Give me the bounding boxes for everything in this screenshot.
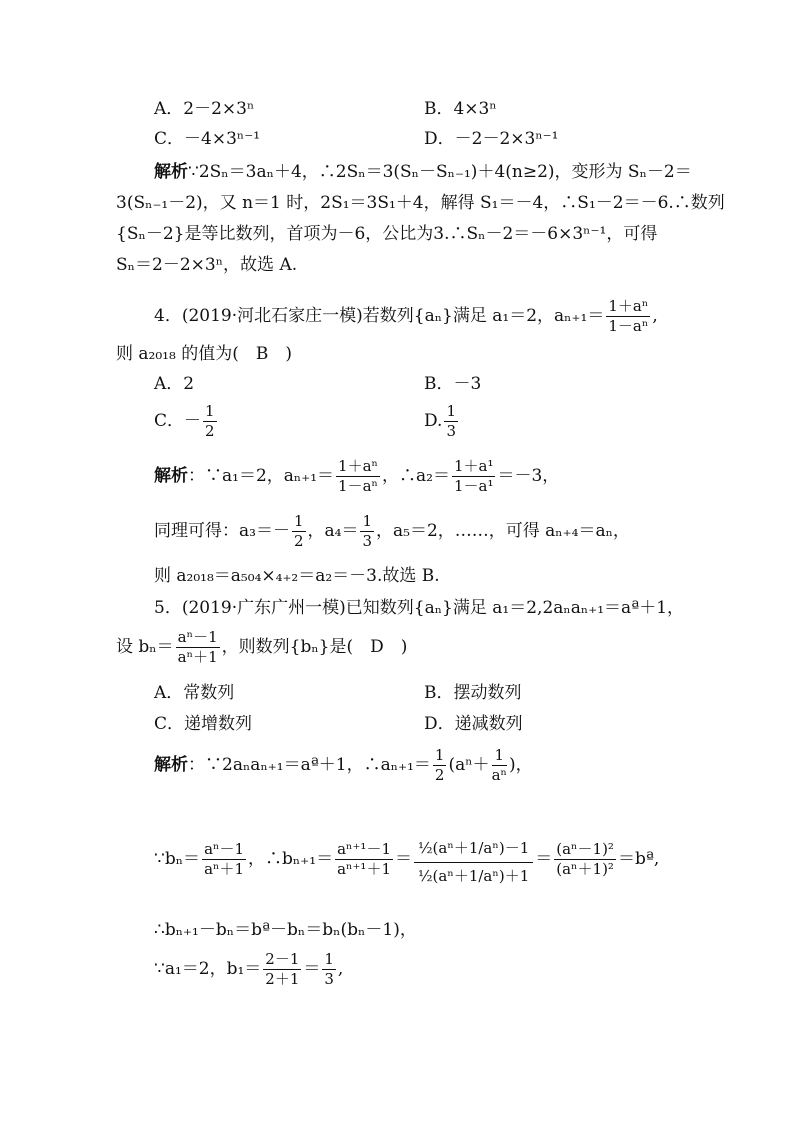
fraction-numerator: aⁿ－1 [177, 628, 218, 646]
jiexi-label: 解析 [154, 466, 188, 486]
fraction-numerator: 1 [446, 402, 456, 420]
q4-solution-line-1 [154, 459, 559, 494]
q4-option-c-fraction [203, 404, 217, 439]
q5-option-a: A．常数列 [154, 683, 235, 703]
q4-solution2-fraction-1 [292, 514, 306, 549]
q5-solution4-text-a: ∵a₁＝2，b₁＝ [154, 959, 262, 979]
q3-solution-text-1: ∵2Sₙ＝3aₙ＋4，∴2Sₙ＝3(Sₙ－Sₙ₋₁)＋4(n≥2)，变形为 Sₙ－2＝ [188, 162, 692, 182]
q4-solution-text-a: ：∵a₁＝2，aₙ₊₁＝ [188, 466, 335, 486]
q4-solution-line-3: 则 a₂₀₁₈＝a₅₀₄×₄₊₂＝a₂＝－3.故选 B. [154, 566, 440, 586]
fraction-denominator: 2 [434, 766, 445, 784]
q5-solution-line-2 [154, 835, 659, 884]
fraction-denominator: aⁿ [491, 766, 507, 784]
q5-solution-line-3: ∴bₙ₊₁－bₙ＝bª－bₙ＝bₙ(bₙ－1)， [154, 920, 417, 940]
fraction-numerator: (aⁿ－1)² [556, 840, 614, 858]
q3-solution-line-4: Sₙ＝2－2×3ⁿ，故选 A. [116, 255, 298, 275]
q5-solution2-text-a: ∵bₙ＝ [154, 849, 201, 869]
q5-solution-line-4 [154, 952, 343, 987]
q3-option-a: A．2－2×3ⁿ [154, 99, 255, 119]
fraction-denominator: (aⁿ＋1)² [556, 860, 614, 878]
q3-solution-line-1 [154, 164, 692, 181]
fraction-numerator: 1＋aⁿ [608, 297, 649, 315]
fraction-denominator: 1－aⁿ [608, 317, 649, 335]
fraction-numerator: aⁿ－1 [204, 840, 245, 858]
fraction-denominator: 2 [205, 422, 215, 440]
q4-solution-fraction-1 [336, 459, 380, 494]
fraction-denominator: 3 [324, 970, 334, 988]
q5-stem-line-2 [116, 630, 407, 665]
q5-solution-text-a: ：∵2aₙaₙ₊₁＝aª＋1，∴aₙ₊₁＝ [188, 755, 431, 775]
q5-solution4-fraction-2 [322, 952, 336, 987]
fraction-numerator: 1＋aⁿ [338, 457, 379, 475]
fraction-denominator: 3 [446, 422, 456, 440]
fraction-denominator: 3 [362, 532, 372, 550]
q5-solution-text-c: )， [509, 755, 533, 775]
q4-stem-fraction [606, 299, 650, 334]
equals-sign: ＝ [535, 849, 553, 869]
fraction-denominator: aⁿ＋1 [177, 648, 218, 666]
equals-sign: ＝ [303, 959, 321, 979]
q5-solution4-text-c: , [337, 959, 344, 979]
fraction-numerator: 1 [362, 512, 372, 530]
equals-sign: ＝ [395, 849, 412, 869]
q5-solution-half-fraction [433, 748, 447, 783]
fraction-numerator: 1 [434, 746, 445, 764]
q4-solution2-text-b: ，a₄＝ [307, 521, 359, 541]
q4-solution2-text-a: 同理可得：a₃＝－ [154, 521, 290, 541]
q5-option-d: D．递减数列 [424, 714, 523, 734]
q4-solution2-text-c: ，a₅＝2，……，可得 aₙ₊₄＝aₙ， [376, 521, 630, 541]
q3-option-b: B．4×3ⁿ [424, 99, 497, 119]
q5-solution2-text-c: ＝bª, [617, 849, 660, 869]
fraction-denominator: aⁿ⁺¹＋1 [337, 860, 391, 878]
fraction-denominator: ½(aⁿ＋1/aⁿ)＋1 [418, 867, 530, 885]
q4-option-d [424, 404, 460, 439]
q5-solution2-compound-fraction [414, 835, 533, 884]
fraction-numerator: aⁿ⁺¹－1 [337, 840, 391, 858]
q5-solution2-fraction-3 [554, 842, 616, 877]
q4-option-a: A．2 [154, 374, 195, 394]
q5-stem-line-1: 5．(2019·广东广州一模)已知数列{aₙ}满足 a₁＝2,2aₙaₙ₊₁＝aª＋1， [154, 598, 685, 618]
q3-solution-line-3: {Sₙ－2}是等比数列，首项为－6，公比为3.∴Sₙ－2＝－6×3ⁿ⁻¹，可得 [116, 224, 658, 244]
fraction-numerator: 1 [324, 950, 334, 968]
q5-option-c: C．递增数列 [154, 714, 253, 734]
fraction-numerator: ½(aⁿ＋1/aⁿ)－1 [414, 835, 533, 863]
q5-stem-text-b: ，则数列{bₙ}是( D ) [221, 637, 408, 657]
q4-stem-line-2: 则 a₂₀₁₈ 的值为( B ) [116, 344, 292, 364]
q4-option-c [154, 404, 219, 439]
q4-solution-text-c: ＝－3， [497, 466, 560, 486]
q4-option-c-label: C．－ [154, 411, 202, 431]
jiexi-label: 解析 [154, 162, 188, 182]
q4-solution-text-b: ，∴a₂＝ [382, 466, 450, 486]
q5-solution-inner-fraction [492, 748, 507, 783]
fraction-denominator: 2 [293, 532, 304, 550]
q4-stem-text: 4．(2019·河北石家庄一模)若数列{aₙ}满足 a₁＝2，aₙ₊₁＝ [154, 306, 605, 326]
fraction-denominator: 1－aⁿ [338, 477, 379, 495]
q4-stem-line-1 [154, 299, 658, 334]
fraction-numerator: 1 [205, 402, 215, 420]
q4-stem-end: , [652, 306, 658, 326]
fraction-denominator: aⁿ＋1 [204, 860, 245, 878]
q3-option-d: D．－2－2×3ⁿ⁻¹ [424, 129, 559, 149]
q5-stem-fraction [176, 630, 220, 665]
q3-solution-line-2: 3(Sₙ₋₁－2)，又 n＝1 时，2S₁＝3S₁＋4，解得 S₁＝－4，∴S₁－2＝－6.∴数列 [116, 193, 725, 213]
fraction-numerator: 2－1 [265, 950, 300, 968]
q4-solution2-fraction-2 [360, 514, 374, 549]
fraction-denominator: 1－a¹ [453, 477, 494, 495]
q5-option-b: B．摆动数列 [424, 683, 522, 703]
q3-option-c: C．－4×3ⁿ⁻¹ [154, 129, 261, 149]
q4-option-d-fraction [444, 404, 458, 439]
fraction-numerator: 1＋a¹ [453, 457, 494, 475]
q4-option-b: B．－3 [424, 374, 482, 394]
q4-solution-fraction-2 [452, 459, 496, 494]
q5-solution2-text-b: ，∴bₙ₊₁＝ [248, 849, 334, 869]
q5-solution2-fraction-1 [202, 842, 246, 877]
fraction-denominator: 2＋1 [265, 970, 300, 988]
jiexi-label: 解析 [154, 755, 188, 775]
fraction-numerator: 1 [293, 512, 304, 530]
q5-solution-line-1 [154, 748, 533, 783]
q5-solution-text-b: (aⁿ＋ [448, 755, 490, 775]
q4-solution-line-2 [154, 514, 630, 549]
q5-stem-text-a: 设 bₙ＝ [116, 637, 174, 657]
q5-solution4-fraction-1 [263, 952, 301, 987]
q5-solution2-fraction-2 [335, 842, 393, 877]
q4-option-d-label: D. [424, 411, 443, 431]
fraction-numerator: 1 [492, 748, 507, 766]
